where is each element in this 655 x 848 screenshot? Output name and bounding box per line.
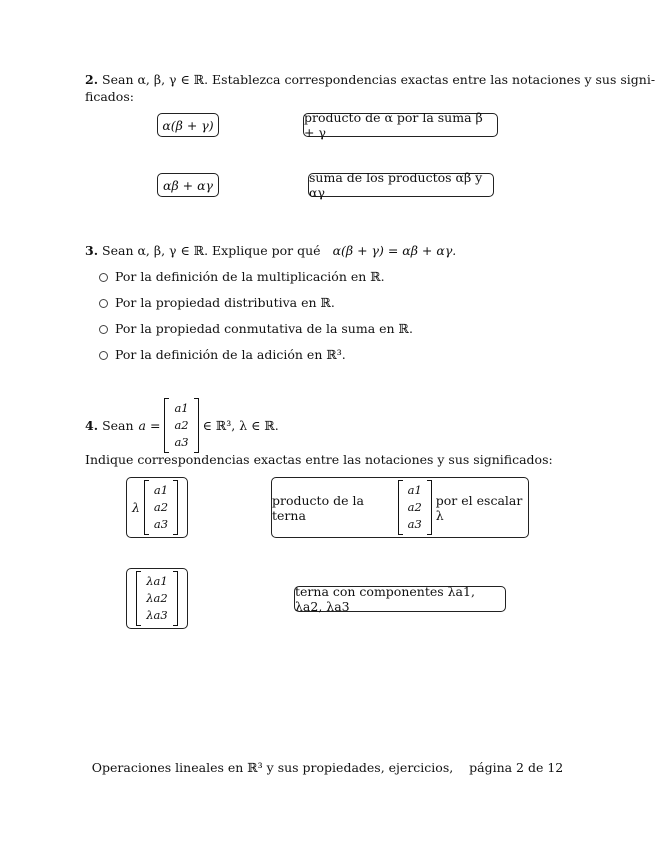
radio-icon[interactable] (99, 299, 108, 308)
q2-text-line1 (85, 72, 655, 87)
q3-formula: α(β + γ) = αβ + αγ. (332, 243, 457, 258)
q4-instruction: Indique correspondencias exactas entre las notaciones y sus significados: (85, 452, 553, 467)
q4-right-item-1[interactable] (271, 477, 529, 538)
q4-scaled-vector (136, 571, 177, 626)
q4-sean: Sean (102, 418, 134, 433)
q2-left-item-1[interactable]: α(β + γ) (157, 113, 219, 137)
vector-entry: a3 (153, 517, 169, 531)
q3-option-label: Por la definición de la adición en ℝ³. (115, 347, 346, 362)
vector-entry: a2 (153, 500, 169, 514)
radio-icon[interactable] (99, 351, 108, 360)
q4-number: 4. (85, 418, 99, 433)
vector-entry: λa3 (146, 608, 168, 622)
vector-entry: a3 (174, 435, 189, 449)
q3-option-1[interactable] (99, 269, 385, 284)
q3-option-4[interactable] (99, 347, 346, 362)
q2-text-line2: ficados: (85, 89, 134, 104)
vector-entry: a2 (407, 500, 422, 514)
q2-left-item-2[interactable]: αβ + αγ (157, 173, 219, 197)
q3-option-3[interactable] (99, 321, 413, 336)
q4-vector-a-copy (398, 480, 432, 535)
q4-membership: ∈ ℝ³, λ ∈ ℝ. (202, 418, 279, 433)
q4-stem-line (85, 398, 279, 453)
vector-entry: a1 (407, 483, 422, 497)
q3-number: 3. (85, 243, 99, 258)
vector-entry: a3 (407, 517, 422, 531)
q3-option-label: Por la definición de la multiplicación en ℝ. (115, 269, 385, 284)
lambda-symbol: λ (131, 500, 140, 515)
vector-entry: a1 (153, 483, 169, 497)
q3-option-label: Por la propiedad conmutativa de la suma en ℝ. (115, 321, 413, 336)
q4-left-item-2[interactable] (126, 568, 188, 629)
radio-icon[interactable] (99, 325, 108, 334)
q4-right1-post: por el escalar λ (435, 492, 523, 523)
vector-entry: λa2 (146, 591, 168, 605)
q2-right-item-2[interactable]: suma de los productos αβ y αγ (308, 173, 494, 197)
radio-icon[interactable] (99, 273, 108, 282)
page-footer: Operaciones lineales en ℝ³ y sus propiedades, ejercicios, página 2 de 12 (91, 760, 564, 775)
vector-entry: a2 (174, 418, 189, 432)
vector-entry: λa1 (146, 574, 168, 588)
q4-right1-pre: producto de la terna (272, 492, 364, 523)
q2-number: 2. (85, 72, 99, 87)
q2-right-item-1[interactable]: producto de α por la suma β + γ (303, 113, 498, 137)
q4-right-item-2[interactable]: terna con componentes λa1, λa2, λa3 (294, 586, 506, 612)
q4-left-item-1[interactable] (126, 477, 188, 538)
vector-entry: a1 (174, 401, 189, 415)
q4-vector-a-copy (144, 480, 178, 535)
q2-stem: Sean α, β, γ ∈ ℝ. Establezca correspondencias exactas entre las notaciones y sus signi- (102, 72, 655, 87)
q3-stem-line (85, 243, 456, 258)
q4-a-equals: a = (138, 418, 161, 433)
q3-stem: Sean α, β, γ ∈ ℝ. Explique por qué (102, 243, 321, 258)
q3-option-2[interactable] (99, 295, 335, 310)
q3-option-label: Por la propiedad distributiva en ℝ. (115, 295, 335, 310)
q4-vector-a (164, 398, 198, 453)
